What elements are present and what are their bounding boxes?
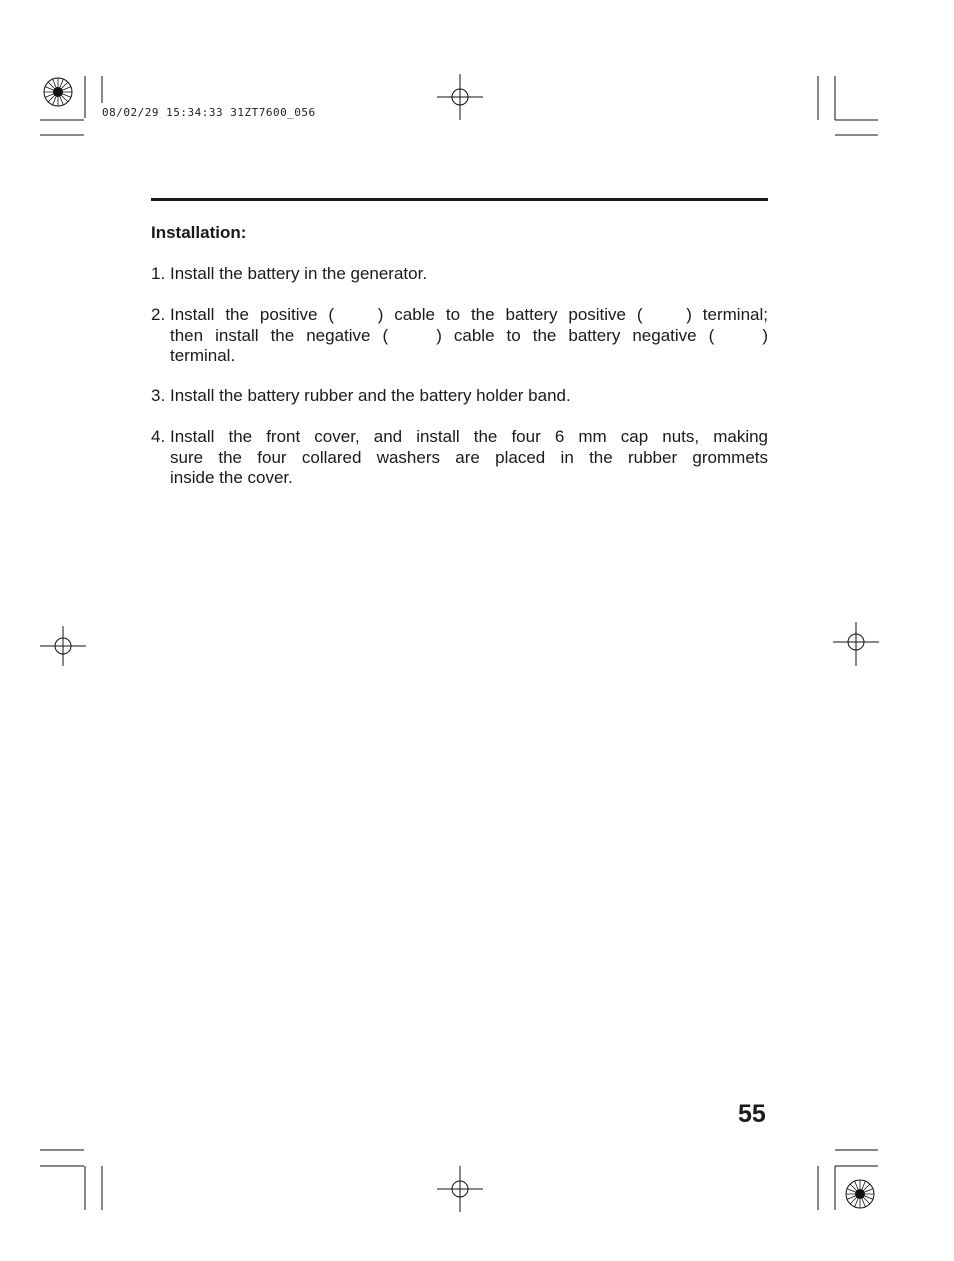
step-text-line: terminal. [170,346,236,365]
page-number: 55 [738,1100,766,1128]
crop-mark-bottom-left [0,1140,120,1220]
registration-starburst-bottom-right [844,1178,876,1210]
step-text-line: inside the cover. [170,468,293,487]
step-number: 2. [151,305,166,324]
step-item [151,386,768,407]
section-heading: Installation: [151,223,247,242]
crosshair-bottom-center [437,1166,483,1212]
crosshair-middle-right [833,622,879,668]
step-item [151,427,768,489]
section-divider [151,198,768,201]
step-text-line: Install the battery in the generator. [170,264,428,283]
crosshair-middle-left [40,626,86,672]
crop-mark-top-right [810,70,890,140]
step-text-line: Install the front cover, and install the four 6 mm cap nuts, making [170,427,768,446]
step-text-line: then install the negative ( ) cable to the battery negative ( ) [170,325,768,345]
step-text-line: Install the positive ( ) cable to the battery positive ( ) terminal; [170,305,768,324]
step-number: 1. [151,264,166,283]
crop-mark-top-left [0,0,120,140]
step-item [151,264,768,285]
step-number: 3. [151,386,166,405]
step-item [151,305,768,367]
print-timestamp-info: 08/02/29 15:34:33 31ZT7600_056 [102,106,316,119]
step-number: 4. [151,427,166,446]
step-text-line: sure the four collared washers are placed in the rubber grommets [170,447,768,467]
step-text-line: Install the battery rubber and the battery holder band. [170,386,571,405]
crosshair-top-center [437,74,483,120]
